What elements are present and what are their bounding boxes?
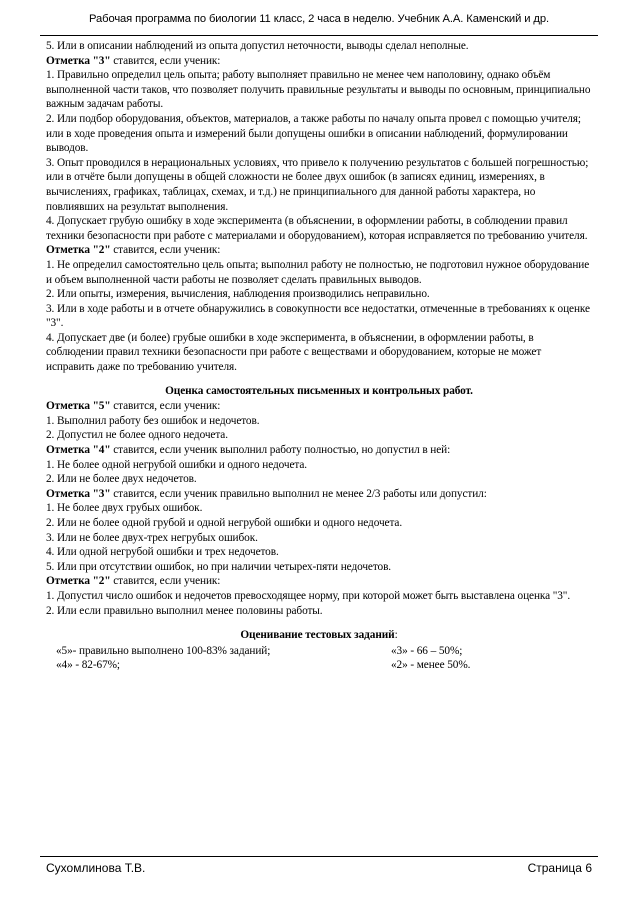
tests-title-text: Оценивание тестовых заданий xyxy=(240,629,395,642)
lab-mark3-item: 4. Допускает грубую ошибку в ходе эксперимента (в объяснении, в оформлении работы, в соблюдении правил техники безопасности при работе с материалами и оборудованием), которая исправляется по требованию учителя. xyxy=(46,215,588,242)
footer-divider xyxy=(40,856,598,857)
written-mark3-paragraph xyxy=(46,487,592,502)
written-mark4-text: ставится, если ученик выполнил работу полностью, но допустил в ней: xyxy=(110,444,451,457)
written-mark3-item: 1. Не более двух грубых ошибок. xyxy=(46,502,203,515)
written-mark5-paragraph xyxy=(46,399,592,414)
lab-mark2-item: 1. Не определил самостоятельно цель опыта; выполнил работу не полностью, не подготовил нужное оборудование и объем выполненной части работы не позволяет сделать правильных выводов. xyxy=(46,258,590,286)
lab-mark2-item: 4. Допускает две (и более) грубые ошибки в ходе эксперимента, в объяснении, в оформлении работы, в соблюдении правил техники безопасности при работе с веществами и оборудованием, которые не может исправить даже по требованию учителя. xyxy=(46,331,542,374)
written-mark3-item: 4. Или одной негрубой ошибки и трех недочетов. xyxy=(46,546,279,559)
tests-section-title xyxy=(46,628,592,643)
tests-title-colon: : xyxy=(394,629,398,642)
lab-mark3-text: ставится, если ученик: xyxy=(110,54,221,67)
written-mark4-item: 1. Не более одной негрубой ошибки и одного недочета. xyxy=(46,458,308,471)
written-mark4-paragraph xyxy=(46,443,592,458)
page-content xyxy=(46,39,592,673)
written-mark4-item: 2. Или не более двух недочетов. xyxy=(46,473,197,486)
lab-mark3-item: 1. Правильно определил цель опыта; работу выполняет правильно не менее чем наполовину, однако объём выполненной части таков, что позволяет получить правильные результаты и выводы по основным, принципиально важным задачам работы. xyxy=(46,69,591,111)
written-mark5-item: 1. Выполнил работу без ошибок и недочетов. xyxy=(46,414,260,427)
written-mark3-item: 2. Или не более одной грубой и одной негрубой ошибки и одного недочета. xyxy=(46,517,403,529)
page-footer xyxy=(46,861,592,875)
written-mark2-item: 2. Или если правильно выполнил менее половины работы. xyxy=(46,604,323,617)
header-divider xyxy=(40,35,598,36)
written-mark2-text: ставится, если ученик: xyxy=(110,575,221,588)
written-section-title: Оценка самостоятельных письменных и контрольных работ. xyxy=(165,384,473,397)
footer-page-number: Страница 6 xyxy=(527,861,592,875)
lab-mark3-item: 2. Или подбор оборудования, объектов, материалов, а также работы по началу опыта провел с помощью учителя; или в ходе проведения опыта и измерений были допущены ошибки в описании наблюдений, формулировании выводов. xyxy=(46,112,581,155)
tests-row xyxy=(46,658,592,673)
lab-mark2-text: ставится, если ученик: xyxy=(110,244,221,257)
lab-mark2-paragraph xyxy=(46,243,592,258)
tests-grade-4: «4» - 82-67%; xyxy=(56,659,120,672)
written-mark3-label: Отметка "3" xyxy=(46,487,111,500)
written-mark3-item: 5. Или при отсутствии ошибок, но при наличии четырех-пяти недочетов. xyxy=(46,560,392,573)
written-mark5-item: 2. Допустил не более одного недочета. xyxy=(46,429,228,442)
lab-mark2-label: Отметка "2" xyxy=(46,244,111,257)
lab-mark3-paragraph xyxy=(46,54,592,69)
lab-mark2-item: 2. Или опыты, измерения, вычисления, наблюдения производились неправильно. xyxy=(46,288,430,301)
tests-grade-3: «3» - 66 – 50%; xyxy=(391,644,463,657)
written-mark2-paragraph xyxy=(46,574,592,589)
lab-mark2-item: 3. Или в ходе работы и в отчете обнаружились в совокупности все недостатки, отмеченные в требованиях к оценке "3". xyxy=(46,302,590,330)
tests-grade-2: «2» - менее 50%. xyxy=(391,659,471,672)
lab-mark3-label: Отметка "3" xyxy=(46,54,111,67)
footer-author: Сухомлинова Т.В. xyxy=(46,861,146,875)
tests-grade-5: «5»- правильно выполнено 100-83% заданий; xyxy=(56,644,271,657)
written-mark3-text: ставится, если ученик правильно выполнил не менее 2/3 работы или допустил: xyxy=(110,487,487,500)
written-mark3-item: 3. Или не более двух-трех негрубых ошибок. xyxy=(46,531,258,544)
tests-row xyxy=(46,644,592,659)
page-header: Рабочая программа по биологии 11 класс, 2 часа в неделю. Учебник А.А. Каменский и др. xyxy=(89,13,549,25)
written-mark4-label: Отметка "4" xyxy=(46,444,111,457)
lab-item-5: 5. Или в описании наблюдений из опыта допустил неточности, выводы сделал неполные. xyxy=(46,40,469,52)
written-mark5-text: ставится, если ученик: xyxy=(110,400,221,413)
written-mark2-label: Отметка "2" xyxy=(46,575,111,588)
lab-mark3-item: 3. Опыт проводился в нерациональных условиях, что привело к получению результатов с большей погрешностью; или в отчёте были допущены в общей сложности не более двух ошибок (в записях единиц, измерениях, в вычислениях, графиках, таблицах, схемах, и т.д.) не принципиального для данной работы характера, но повлиявших на результат выполнения. xyxy=(46,156,589,213)
written-mark2-item: 1. Допустил число ошибок и недочетов превосходящее норму, при которой может быть выставлена оценка "3". xyxy=(46,589,571,602)
written-mark5-label: Отметка "5" xyxy=(46,400,111,413)
